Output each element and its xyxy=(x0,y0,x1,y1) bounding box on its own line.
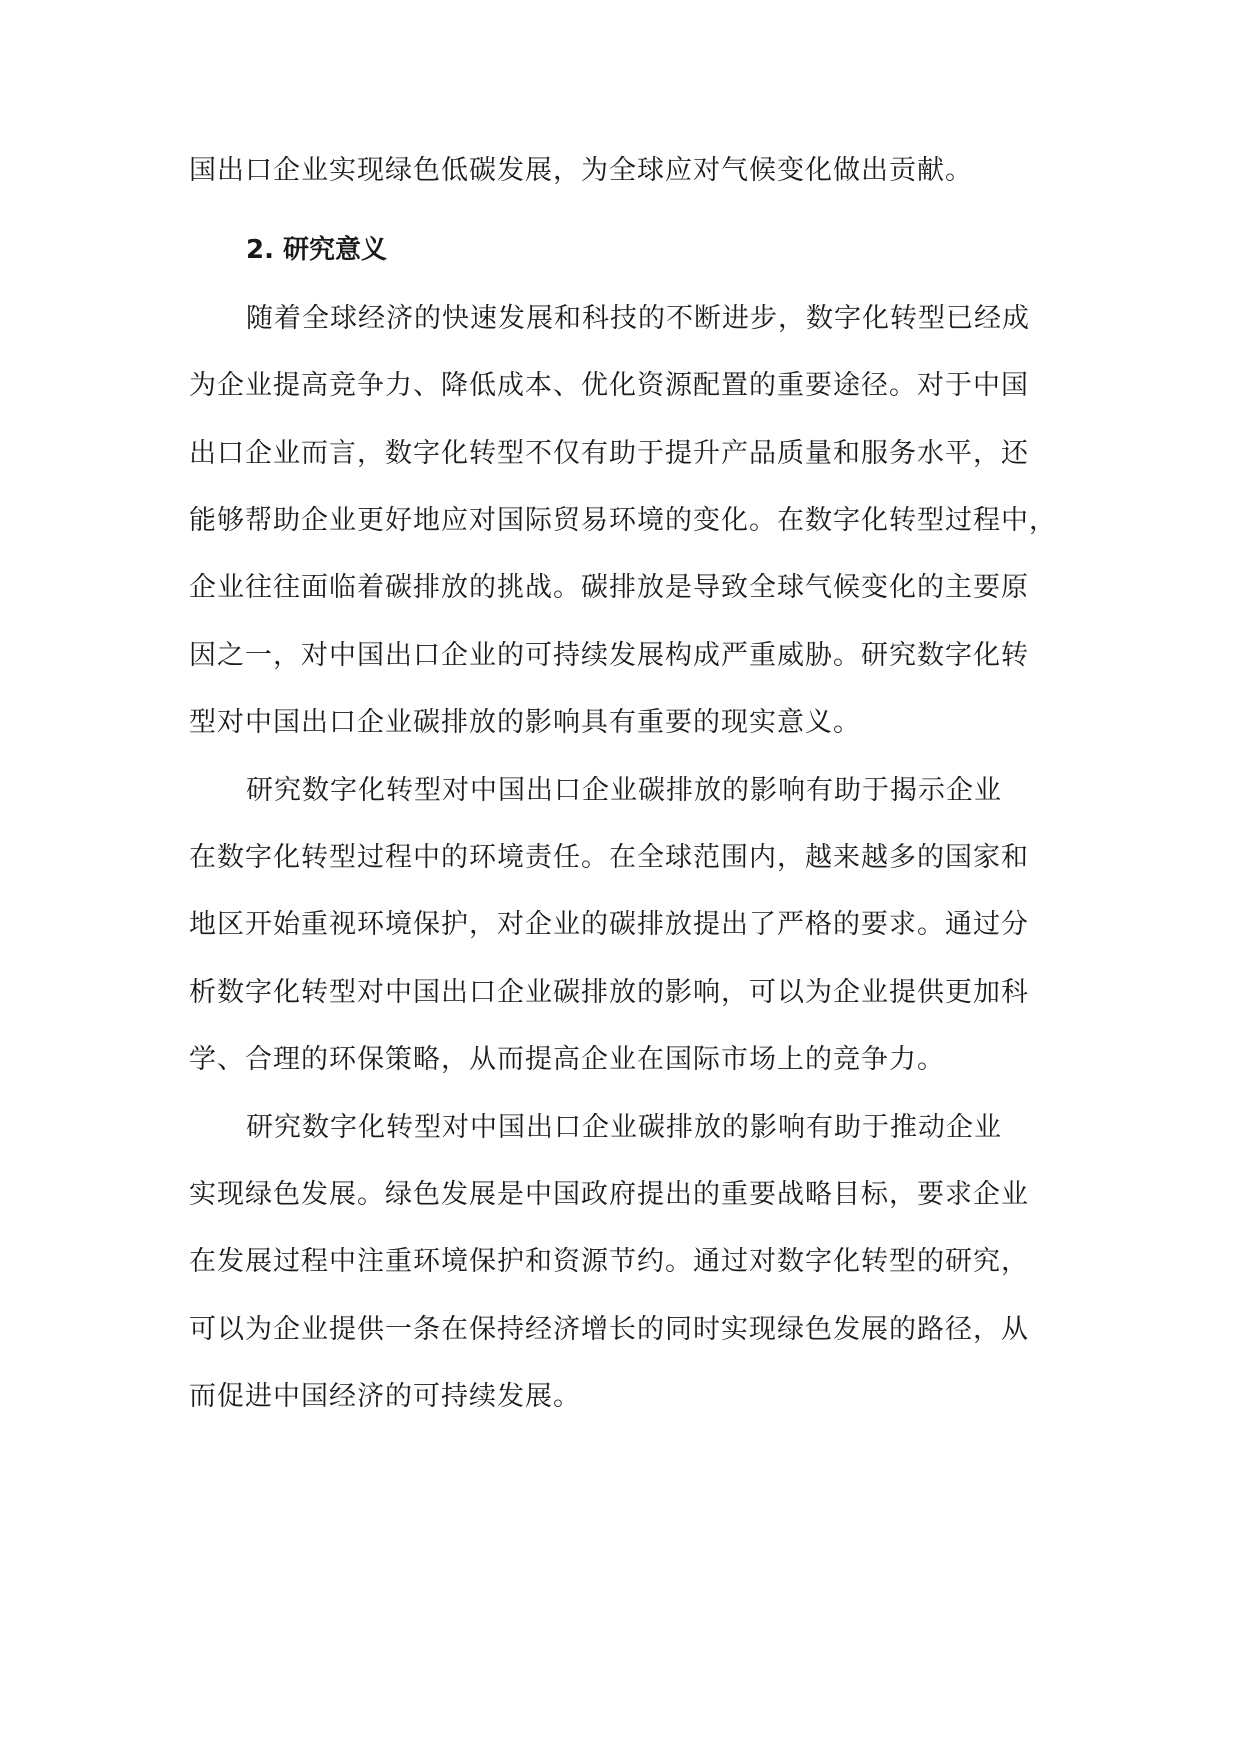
paragraph-line: 在发展过程中注重环境保护和资源节约。通过对数字化转型的研究， xyxy=(189,1246,1029,1277)
paragraph-line: 随着全球经济的快速发展和科技的不断进步，数字化转型已经成 xyxy=(246,303,1030,334)
paragraph-line: 可以为企业提供一条在保持经济增长的同时实现绿色发展的路径，从 xyxy=(189,1314,1029,1345)
section-heading: 2. 研究意义 xyxy=(246,235,388,265)
paragraph-line: 型对中国出口企业碳排放的影响具有重要的现实意义。 xyxy=(189,707,861,738)
paragraph-line: 企业往往面临着碳排放的挑战。碳排放是导致全球气候变化的主要原 xyxy=(189,572,1029,603)
paragraph-line: 地区开始重视环境保护，对企业的碳排放提出了严格的要求。通过分 xyxy=(189,909,1029,940)
paragraph-line: 因之一，对中国出口企业的可持续发展构成严重威胁。研究数字化转 xyxy=(189,640,1029,671)
paragraph-line: 而促进中国经济的可持续发展。 xyxy=(189,1381,581,1412)
paragraph-line: 为企业提高竞争力、降低成本、优化资源配置的重要途径。对于中国 xyxy=(189,370,1029,401)
paragraph-line: 在数字化转型过程中的环境责任。在全球范围内，越来越多的国家和 xyxy=(189,842,1029,873)
paragraph-line: 析数字化转型对中国出口企业碳排放的影响，可以为企业提供更加科 xyxy=(189,977,1029,1008)
paragraph-line: 能够帮助企业更好地应对国际贸易环境的变化。在数字化转型过程中， xyxy=(189,505,1057,536)
paragraph-line: 实现绿色发展。绿色发展是中国政府提出的重要战略目标，要求企业 xyxy=(189,1179,1029,1210)
paragraph-line: 学、合理的环保策略，从而提高企业在国际市场上的竞争力。 xyxy=(189,1044,945,1075)
paragraph-line: 研究数字化转型对中国出口企业碳排放的影响有助于推动企业 xyxy=(246,1112,1002,1143)
paragraph-line: 研究数字化转型对中国出口企业碳排放的影响有助于揭示企业 xyxy=(246,775,1002,806)
paragraph-line: 出口企业而言，数字化转型不仅有助于提升产品质量和服务水平，还 xyxy=(189,438,1029,469)
paragraph-line: 国出口企业实现绿色低碳发展，为全球应对气候变化做出贡献。 xyxy=(189,155,973,186)
